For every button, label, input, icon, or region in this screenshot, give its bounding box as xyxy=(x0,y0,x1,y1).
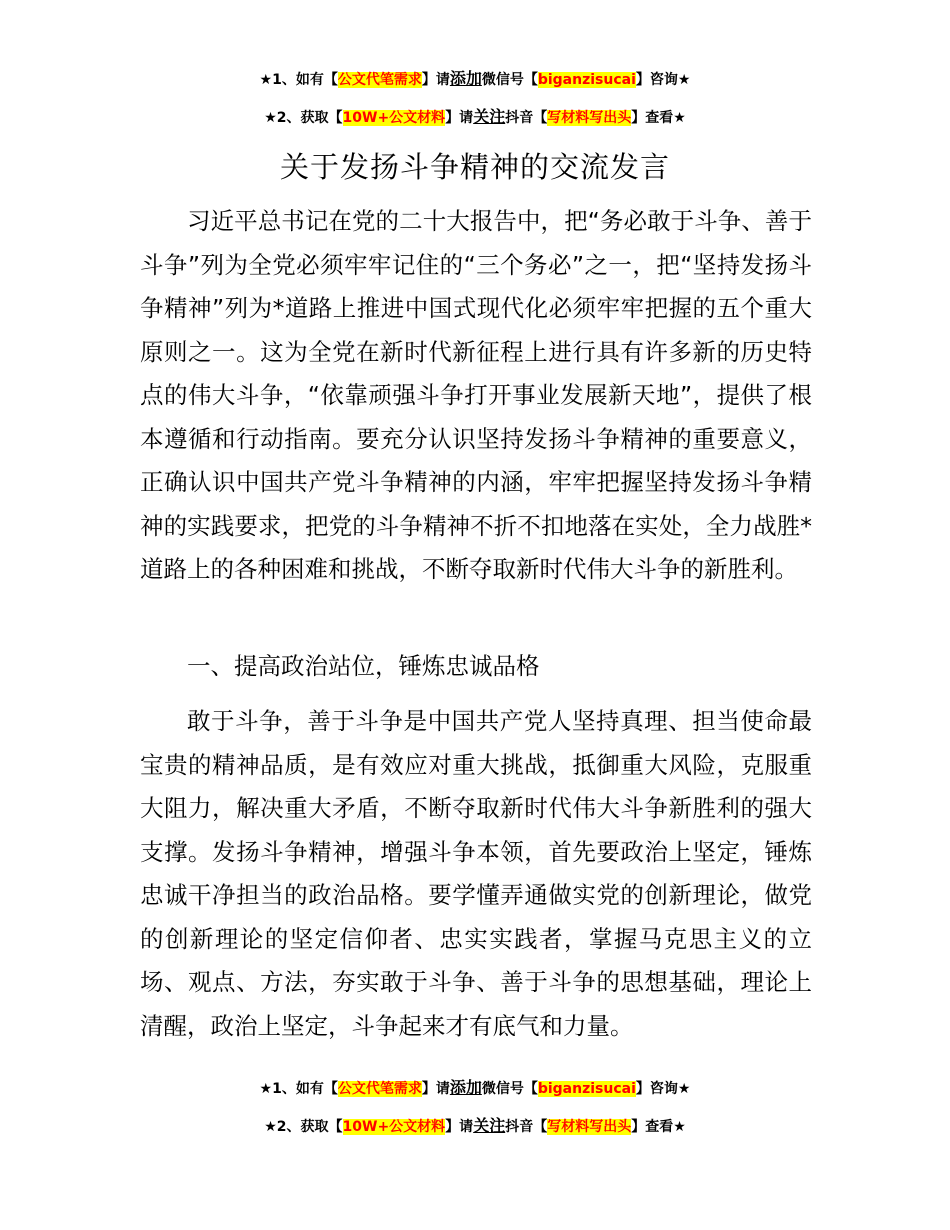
ad-highlight: 写材料写出头 xyxy=(547,110,632,126)
ad-underline: 添加 xyxy=(449,1078,482,1097)
ad-highlight: biganzisucai xyxy=(537,1081,636,1097)
ad-text: 】查看★ xyxy=(631,110,686,126)
ad-underline: 关注 xyxy=(473,1116,506,1135)
ad-text: 】咨询★ xyxy=(635,72,691,88)
ad-text: 】请 xyxy=(445,1119,474,1135)
ad-text: 】请 xyxy=(421,72,450,88)
ad-highlight: 10W+公文材料 xyxy=(342,110,446,126)
header-ad-line-1 xyxy=(0,68,950,91)
ad-underline: 添加 xyxy=(449,69,482,88)
header-ad-line-2 xyxy=(0,106,950,129)
ad-text: 】请 xyxy=(421,1081,450,1097)
ad-text: ★1、如有【 xyxy=(259,1081,338,1097)
paragraph: 敢于斗争，善于斗争是中国共产党人坚持真理、担当使命最宝贵的精神品质，是有效应对重大挑战，抵御重大风险，克服重大阻力，解决重大矛盾，不断夺取新时代伟大斗争新胜利的强大支撑。发扬斗争精神，增强斗争本领，首先要政治上坚定，锤炼忠诚干净担当的政治品格。要学懂弄通做实党的创新理论，做党的创新理论的坚定信仰者、忠实实践者，掌握马克思主义的立场、观点、方法，夯实敢于斗争、善于斗争的思想基础，理论上清醒，政治上坚定，斗争起来才有底气和力量。 xyxy=(140,707,812,1040)
ad-text: 】咨询★ xyxy=(635,1081,691,1097)
footer-ad-line-1 xyxy=(0,1077,950,1100)
ad-text: ★1、如有【 xyxy=(259,72,338,88)
section-heading: 一、提高政治站位，锤炼忠诚品格 xyxy=(187,652,540,680)
ad-text: 微信号【 xyxy=(481,1081,538,1097)
document-title: 关于发扬斗争精神的交流发言 xyxy=(279,150,670,184)
ad-text: 】请 xyxy=(445,110,474,126)
ad-text: 抖音【 xyxy=(505,110,548,126)
section-heading-block xyxy=(140,645,812,689)
ad-underline: 关注 xyxy=(473,107,506,126)
paragraph: 习近平总书记在党的二十大报告中，把“务必敢于斗争、善于斗争”列为全党必须牢牢记住的“三个务必”之一，把“坚持发扬斗争精神”列为*道路上推进中国式现代化必须牢牢把握的五个重大原则之一。这为全党在新时代新征程上进行具有许多新的历史特点的伟大斗争，“依靠顽强斗争打开事业发展新天地”，提供了根本遵循和行动指南。要充分认识坚持发扬斗争精神的重要意义，正确认识中国共产党斗争精神的内涵，牢牢把握坚持发扬斗争精神的实践要求，把党的斗争精神不折不扣地落在实处，全力战胜*道路上的各种困难和挑战，不断夺取新时代伟大斗争的新胜利。 xyxy=(140,207,812,583)
ad-text: 微信号【 xyxy=(481,72,538,88)
ad-highlight: 写材料写出头 xyxy=(547,1119,632,1135)
ad-highlight: 公文代笔需求 xyxy=(337,1081,422,1097)
footer-ad-line-2 xyxy=(0,1115,950,1138)
paragraph-2-block xyxy=(140,700,812,1048)
ad-highlight: 公文代笔需求 xyxy=(337,72,422,88)
ad-text: ★2、获取【 xyxy=(264,1119,343,1135)
ad-highlight: 10W+公文材料 xyxy=(342,1119,446,1135)
ad-text: 】查看★ xyxy=(631,1119,686,1135)
paragraph-1-block xyxy=(140,200,812,592)
ad-text: 抖音【 xyxy=(505,1119,548,1135)
ad-text: ★2、获取【 xyxy=(264,110,343,126)
ad-highlight: biganzisucai xyxy=(537,72,636,88)
